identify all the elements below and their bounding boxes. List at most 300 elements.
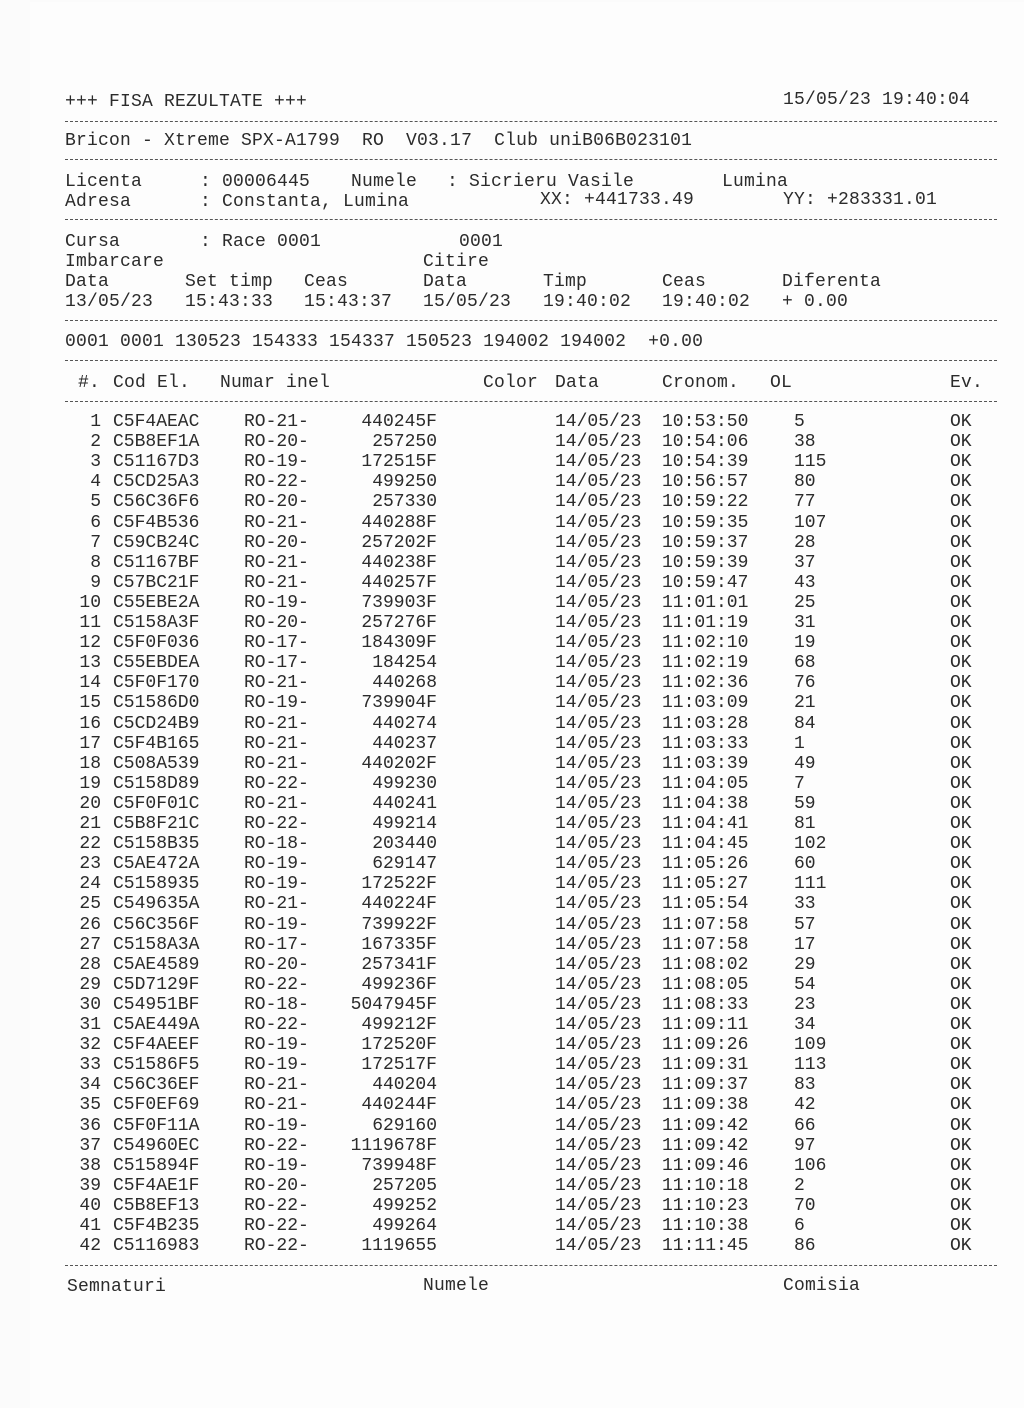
row-cronom: 11:04:45 <box>662 834 749 855</box>
row-cronom: 10:59:47 <box>662 572 749 593</box>
row-ev: OK <box>950 753 972 774</box>
row-date: 14/05/23 <box>555 693 642 714</box>
row-ev: OK <box>950 412 972 432</box>
row-cronom: 11:01:19 <box>662 613 749 633</box>
row-date: 14/05/23 <box>555 552 642 573</box>
row-ring-prefix: RO-22- <box>244 1216 309 1236</box>
row-ring-prefix: RO-19- <box>244 1155 309 1176</box>
row-ev: OK <box>950 1155 972 1176</box>
row-cronom: 11:07:58 <box>662 934 749 955</box>
divider <box>65 219 997 220</box>
row-cod-el: C5F4AE1F <box>113 1175 200 1196</box>
locality: Lumina <box>722 172 789 192</box>
row-cronom: 11:03:39 <box>662 753 749 774</box>
table-row <box>0 452 1024 472</box>
footer-numele: Numele <box>423 1276 490 1296</box>
table-row <box>0 1236 1024 1256</box>
row-ring-prefix: RO-18- <box>244 834 309 855</box>
timp-label: Timp <box>543 272 588 292</box>
row-ring-number: 5047945F <box>350 994 437 1015</box>
row-cronom: 11:03:28 <box>662 713 749 734</box>
row-ol: 34 <box>794 1015 816 1035</box>
table-row <box>0 915 1024 935</box>
row-cod-el: C515894F <box>113 1155 200 1176</box>
row-ev: OK <box>950 1035 972 1056</box>
coord-xx: XX: +441733.49 <box>540 190 695 210</box>
row-ring-prefix: RO-22- <box>244 1015 309 1035</box>
ceas-value: 15:43:37 <box>304 292 393 312</box>
table-row <box>0 1015 1024 1035</box>
row-ring-number: 440241 <box>372 793 437 814</box>
row-ol: 97 <box>794 1135 816 1156</box>
row-ol: 49 <box>794 753 816 774</box>
row-ev: OK <box>950 894 972 915</box>
row-number: 39 <box>79 1175 101 1196</box>
table-row <box>0 492 1024 512</box>
row-cod-el: C5B8EF1A <box>113 432 200 453</box>
row-ring-number: 499214 <box>372 814 437 834</box>
ceas2-label: Ceas <box>662 272 707 292</box>
row-ev: OK <box>950 432 972 453</box>
numele-value: : Sicrieru Vasile <box>447 172 635 192</box>
table-row <box>0 854 1024 874</box>
row-ring-prefix: RO-17- <box>244 934 309 955</box>
table-row <box>0 874 1024 894</box>
row-ring-prefix: RO-19- <box>244 854 309 875</box>
row-number: 22 <box>79 834 101 855</box>
summary-line: 0001 0001 130523 154333 154337 150523 194002 194002 +0.00 <box>65 332 704 352</box>
row-ring-number: 257205 <box>372 1175 437 1196</box>
col-header-cod: Cod El. <box>113 373 191 393</box>
divider <box>65 401 997 402</box>
row-date: 14/05/23 <box>555 834 642 855</box>
col-header-ol: OL <box>770 373 793 393</box>
col-header-ev: Ev. <box>950 373 984 393</box>
row-cod-el: C55EBDEA <box>113 653 200 674</box>
diferenta-label: Diferenta <box>782 272 882 292</box>
row-ol: 42 <box>794 1095 816 1116</box>
table-row <box>0 955 1024 975</box>
row-cod-el: C5AE4589 <box>113 954 200 975</box>
row-cronom: 11:09:42 <box>662 1115 749 1136</box>
row-ol: 28 <box>794 532 816 553</box>
row-date: 14/05/23 <box>555 1195 642 1216</box>
row-number: 13 <box>79 653 101 674</box>
row-ring-prefix: RO-22- <box>244 1195 309 1216</box>
row-ring-number: 440257F <box>361 572 437 593</box>
table-row <box>0 613 1024 633</box>
footer-comisia: Comisia <box>783 1276 861 1296</box>
row-ring-number: 172517F <box>361 1055 437 1076</box>
row-date: 14/05/23 <box>555 854 642 875</box>
row-cronom: 11:01:01 <box>662 592 749 613</box>
row-number: 36 <box>79 1115 101 1136</box>
row-cod-el: C5F4AEEF <box>113 1035 200 1056</box>
row-cronom: 10:56:57 <box>662 472 749 493</box>
table-row <box>0 633 1024 653</box>
row-cronom: 11:09:11 <box>662 1015 749 1035</box>
table-row <box>0 995 1024 1015</box>
row-ring-number: 257202F <box>361 532 437 553</box>
row-cronom: 11:10:18 <box>662 1175 749 1196</box>
row-ring-number: 440224F <box>361 894 437 915</box>
row-ev: OK <box>950 994 972 1015</box>
row-ev: OK <box>950 874 972 895</box>
row-number: 29 <box>79 974 101 995</box>
row-cod-el: C508A539 <box>113 753 200 774</box>
diferenta-value: + 0.00 <box>782 292 849 312</box>
row-ol: 43 <box>794 572 816 593</box>
row-cronom: 10:54:06 <box>662 432 749 453</box>
row-number: 19 <box>79 773 101 794</box>
row-cod-el: C5F4B536 <box>113 512 200 533</box>
row-ring-prefix: RO-19- <box>244 1115 309 1136</box>
row-number: 1 <box>90 412 101 432</box>
row-number: 17 <box>79 733 101 754</box>
row-number: 38 <box>79 1155 101 1176</box>
row-ring-prefix: RO-22- <box>244 472 309 493</box>
table-row <box>0 754 1024 774</box>
row-cronom: 11:05:26 <box>662 854 749 875</box>
row-ol: 106 <box>794 1155 827 1176</box>
row-ring-prefix: RO-17- <box>244 653 309 674</box>
row-date: 14/05/23 <box>555 1055 642 1076</box>
col-header-cronom: Cronom. <box>662 373 740 393</box>
row-cod-el: C5F0F01C <box>113 793 200 814</box>
row-date: 14/05/23 <box>555 894 642 915</box>
settimp-value: 15:43:33 <box>185 292 274 312</box>
row-cod-el: C5CD24B9 <box>113 713 200 734</box>
row-ring-number: 499230 <box>372 773 437 794</box>
row-number: 8 <box>90 552 101 573</box>
row-date: 14/05/23 <box>555 1135 642 1156</box>
row-date: 14/05/23 <box>555 753 642 774</box>
table-row <box>0 975 1024 995</box>
timp-value: 19:40:02 <box>543 292 632 312</box>
row-date: 14/05/23 <box>555 572 642 593</box>
row-ol: 23 <box>794 994 816 1015</box>
row-ev: OK <box>950 1175 972 1196</box>
row-ev: OK <box>950 834 972 855</box>
row-ol: 77 <box>794 492 816 513</box>
table-row <box>0 1196 1024 1216</box>
row-cod-el: C51586F5 <box>113 1055 200 1076</box>
row-ring-number: 257341F <box>361 954 437 975</box>
row-number: 23 <box>79 854 101 875</box>
row-cod-el: C5F0F036 <box>113 633 200 654</box>
adresa-value: : Constanta, Lumina <box>200 192 410 212</box>
divider <box>65 121 997 122</box>
table-row <box>0 653 1024 673</box>
row-number: 41 <box>79 1216 101 1236</box>
row-cronom: 11:08:33 <box>662 994 749 1015</box>
row-ev: OK <box>950 1216 972 1236</box>
row-ring-prefix: RO-17- <box>244 633 309 654</box>
row-date: 14/05/23 <box>555 452 642 473</box>
sheet-title: +++ FISA REZULTATE +++ <box>65 92 308 112</box>
table-row <box>0 734 1024 754</box>
row-ring-prefix: RO-21- <box>244 894 309 915</box>
row-ol: 81 <box>794 814 816 834</box>
row-ev: OK <box>950 1135 972 1156</box>
row-ring-number: 440274 <box>372 713 437 734</box>
row-ring-number: 499264 <box>372 1216 437 1236</box>
row-number: 42 <box>79 1236 101 1257</box>
row-ring-prefix: RO-20- <box>244 492 309 513</box>
table-row <box>0 573 1024 593</box>
row-ol: 66 <box>794 1115 816 1136</box>
row-number: 27 <box>79 934 101 955</box>
row-date: 14/05/23 <box>555 773 642 794</box>
row-ring-number: 499212F <box>361 1015 437 1035</box>
row-date: 14/05/23 <box>555 1075 642 1096</box>
row-ev: OK <box>950 592 972 613</box>
row-cod-el: C59CB24C <box>113 532 200 553</box>
row-cod-el: C5F4B235 <box>113 1216 200 1236</box>
footer-semnaturi: Semnaturi <box>67 1277 167 1297</box>
row-cronom: 11:02:19 <box>662 653 749 674</box>
row-ring-number: 184254 <box>372 653 437 674</box>
row-ring-number: 172515F <box>361 452 437 473</box>
row-cronom: 11:09:26 <box>662 1035 749 1056</box>
ceas2-value: 19:40:02 <box>662 292 751 312</box>
table-row <box>0 774 1024 794</box>
row-number: 15 <box>79 693 101 714</box>
row-ev: OK <box>950 974 972 995</box>
data2-label: Data <box>423 272 468 292</box>
table-row <box>0 1095 1024 1115</box>
table-row <box>0 533 1024 553</box>
table-row <box>0 814 1024 834</box>
row-cod-el: C51167BF <box>113 552 200 573</box>
row-ol: 113 <box>794 1055 827 1076</box>
row-cronom: 11:08:05 <box>662 974 749 995</box>
row-date: 14/05/23 <box>555 934 642 955</box>
col-header-num: #. <box>78 373 101 393</box>
row-cod-el: C54960EC <box>113 1135 200 1156</box>
row-ring-prefix: RO-19- <box>244 1035 309 1056</box>
row-cod-el: C5B8EF13 <box>113 1195 200 1216</box>
row-ring-prefix: RO-21- <box>244 733 309 754</box>
row-cod-el: C56C36F6 <box>113 492 200 513</box>
row-ol: 107 <box>794 512 827 533</box>
row-ev: OK <box>950 773 972 794</box>
row-cod-el: C54951BF <box>113 994 200 1015</box>
row-cronom: 11:03:33 <box>662 733 749 754</box>
row-ring-prefix: RO-22- <box>244 814 309 834</box>
row-ring-number: 203440 <box>372 834 437 855</box>
row-ring-number: 739922F <box>361 914 437 935</box>
table-row <box>0 1055 1024 1075</box>
row-ring-number: 257250 <box>372 432 437 453</box>
row-cronom: 11:04:38 <box>662 793 749 814</box>
row-ol: 76 <box>794 673 816 694</box>
table-row <box>0 593 1024 613</box>
row-number: 28 <box>79 954 101 975</box>
row-ev: OK <box>950 673 972 694</box>
row-ev: OK <box>950 512 972 533</box>
row-ev: OK <box>950 1055 972 1076</box>
row-cod-el: C5F0F170 <box>113 673 200 694</box>
row-date: 14/05/23 <box>555 492 642 513</box>
row-ol: 29 <box>794 954 816 975</box>
row-ring-prefix: RO-20- <box>244 1175 309 1196</box>
row-cronom: 10:53:50 <box>662 412 749 432</box>
row-ring-prefix: RO-21- <box>244 753 309 774</box>
divider <box>65 1265 997 1266</box>
row-ring-prefix: RO-19- <box>244 1055 309 1076</box>
row-ol: 17 <box>794 934 816 955</box>
cursa-value: : Race 0001 <box>200 232 322 252</box>
row-ring-prefix: RO-22- <box>244 974 309 995</box>
row-ring-number: 739904F <box>361 693 437 714</box>
row-ol: 21 <box>794 693 816 714</box>
row-ev: OK <box>950 1236 972 1257</box>
row-cod-el: C5158935 <box>113 874 200 895</box>
col-header-data: Data <box>555 373 600 393</box>
table-row <box>0 714 1024 734</box>
row-number: 11 <box>79 613 101 633</box>
row-cronom: 11:11:45 <box>662 1236 749 1257</box>
row-ev: OK <box>950 552 972 573</box>
row-ol: 70 <box>794 1195 816 1216</box>
row-cronom: 11:08:02 <box>662 954 749 975</box>
row-date: 14/05/23 <box>555 432 642 453</box>
table-row <box>0 834 1024 854</box>
table-row <box>0 894 1024 914</box>
row-ol: 84 <box>794 713 816 734</box>
row-date: 14/05/23 <box>555 1236 642 1257</box>
device-info: Bricon - Xtreme SPX-A1799 RO V03.17 Club uniB06B023101 <box>65 131 693 151</box>
row-ring-number: 440204 <box>372 1075 437 1096</box>
row-ev: OK <box>950 793 972 814</box>
row-ev: OK <box>950 613 972 633</box>
row-cronom: 10:59:35 <box>662 512 749 533</box>
row-date: 14/05/23 <box>555 653 642 674</box>
row-ring-number: 440244F <box>361 1095 437 1116</box>
row-cod-el: C51586D0 <box>113 693 200 714</box>
row-cod-el: C57BC21F <box>113 572 200 593</box>
row-number: 20 <box>79 793 101 814</box>
row-ring-number: 440237 <box>372 733 437 754</box>
row-date: 14/05/23 <box>555 874 642 895</box>
row-ev: OK <box>950 472 972 493</box>
row-number: 40 <box>79 1195 101 1216</box>
divider <box>65 360 997 361</box>
row-ring-prefix: RO-21- <box>244 512 309 533</box>
row-cod-el: C5AE449A <box>113 1015 200 1035</box>
row-date: 14/05/23 <box>555 733 642 754</box>
row-ol: 83 <box>794 1075 816 1096</box>
row-cod-el: C5158D89 <box>113 773 200 794</box>
row-date: 14/05/23 <box>555 633 642 654</box>
row-ev: OK <box>950 854 972 875</box>
row-number: 26 <box>79 914 101 935</box>
row-cod-el: C51167D3 <box>113 452 200 473</box>
row-ol: 57 <box>794 914 816 935</box>
row-cod-el: C5F4B165 <box>113 733 200 754</box>
row-ol: 59 <box>794 793 816 814</box>
adresa-label: Adresa <box>65 192 132 212</box>
row-cod-el: C5116983 <box>113 1236 200 1257</box>
row-ol: 1 <box>794 733 805 754</box>
row-date: 14/05/23 <box>555 472 642 493</box>
row-ring-prefix: RO-21- <box>244 713 309 734</box>
row-date: 14/05/23 <box>555 954 642 975</box>
row-date: 14/05/23 <box>555 1095 642 1116</box>
row-ring-number: 172522F <box>361 874 437 895</box>
row-date: 14/05/23 <box>555 673 642 694</box>
row-ev: OK <box>950 1015 972 1035</box>
row-ring-prefix: RO-21- <box>244 412 309 432</box>
row-ev: OK <box>950 914 972 935</box>
cursa-code: 0001 <box>459 232 504 252</box>
row-ring-prefix: RO-18- <box>244 994 309 1015</box>
row-date: 14/05/23 <box>555 1216 642 1236</box>
row-ev: OK <box>950 1115 972 1136</box>
row-cod-el: C5F0EF69 <box>113 1095 200 1116</box>
row-ol: 19 <box>794 633 816 654</box>
row-cod-el: C5D7129F <box>113 974 200 995</box>
row-number: 14 <box>79 673 101 694</box>
row-ol: 86 <box>794 1236 816 1257</box>
table-row <box>0 412 1024 432</box>
row-ol: 33 <box>794 894 816 915</box>
table-row <box>0 513 1024 533</box>
row-ring-number: 440238F <box>361 552 437 573</box>
row-ring-number: 629160 <box>372 1115 437 1136</box>
table-row <box>0 1116 1024 1136</box>
row-date: 14/05/23 <box>555 793 642 814</box>
row-ol: 102 <box>794 834 827 855</box>
row-cronom: 11:09:38 <box>662 1095 749 1116</box>
row-cronom: 11:04:41 <box>662 814 749 834</box>
row-date: 14/05/23 <box>555 713 642 734</box>
row-ring-number: 167335F <box>361 934 437 955</box>
row-cod-el: C549635A <box>113 894 200 915</box>
settimp-label: Set timp <box>185 272 274 292</box>
row-ev: OK <box>950 653 972 674</box>
table-row <box>0 1176 1024 1196</box>
row-number: 6 <box>90 512 101 533</box>
row-ring-number: 440268 <box>372 673 437 694</box>
row-ring-prefix: RO-20- <box>244 532 309 553</box>
row-ev: OK <box>950 1095 972 1116</box>
row-ring-number: 629147 <box>372 854 437 875</box>
row-ev: OK <box>950 733 972 754</box>
row-cod-el: C5158A3A <box>113 934 200 955</box>
row-date: 14/05/23 <box>555 994 642 1015</box>
row-cod-el: C5F4AEAC <box>113 412 200 432</box>
row-cronom: 11:03:09 <box>662 693 749 714</box>
row-cronom: 11:02:10 <box>662 633 749 654</box>
row-cronom: 11:10:23 <box>662 1195 749 1216</box>
row-cronom: 11:09:46 <box>662 1155 749 1176</box>
table-row <box>0 673 1024 693</box>
row-ol: 5 <box>794 412 805 432</box>
row-ring-prefix: RO-21- <box>244 552 309 573</box>
row-number: 16 <box>79 713 101 734</box>
row-cronom: 10:59:39 <box>662 552 749 573</box>
row-cod-el: C5B8F21C <box>113 814 200 834</box>
numele-label: Numele <box>351 172 418 192</box>
row-ring-prefix: RO-21- <box>244 1075 309 1096</box>
divider <box>65 159 997 160</box>
row-ring-number: 257330 <box>372 492 437 513</box>
row-ol: 54 <box>794 974 816 995</box>
row-number: 9 <box>90 572 101 593</box>
row-number: 30 <box>79 994 101 1015</box>
